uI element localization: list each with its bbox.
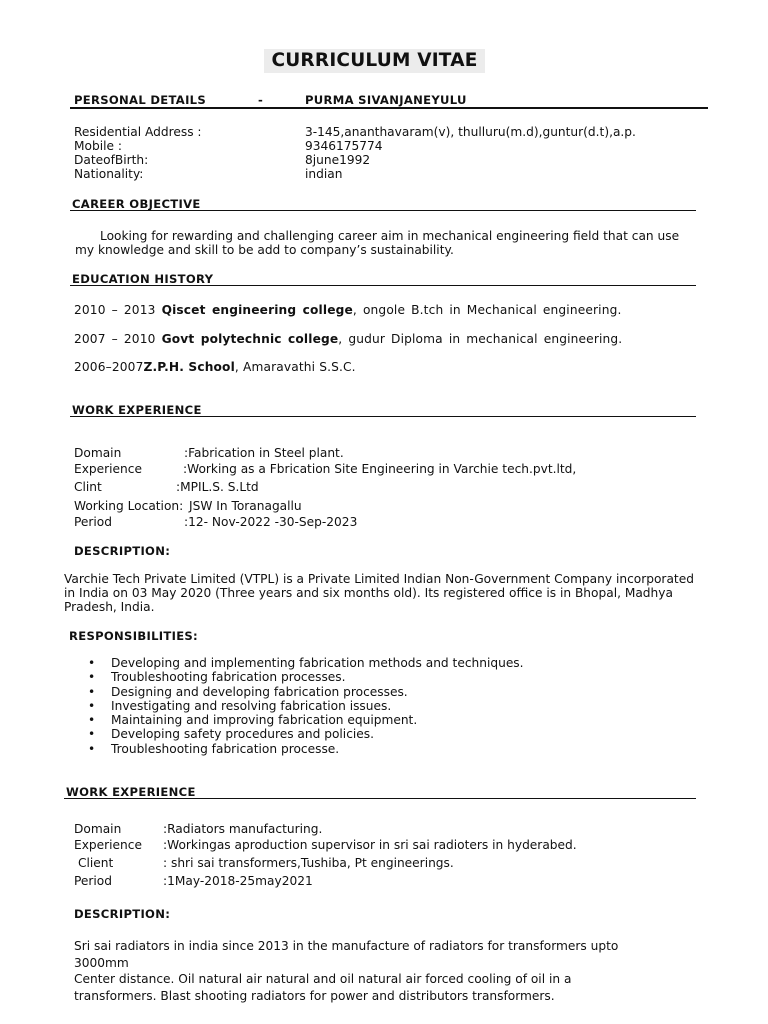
- page-title: CURRICULUM VITAE: [264, 49, 485, 73]
- period-label: Period: [74, 515, 113, 529]
- education-rule: [70, 285, 696, 286]
- domain-label: Domain: [74, 446, 122, 460]
- description-line: Sri sai radiators in india since 2013 in the manufacture of radiators for transformers upto: [74, 939, 619, 953]
- list-item-text: Troubleshooting fabrication processe.: [111, 741, 340, 756]
- work-experience-heading: WORK EXPERIENCE: [66, 785, 196, 799]
- list-item: [88, 727, 524, 741]
- client-label: Client: [78, 856, 114, 870]
- education-college: Qiscet engineering college: [161, 303, 353, 317]
- period-label: Period: [74, 874, 113, 888]
- career-objective-heading: CAREER OBJECTIVE: [72, 197, 201, 211]
- client-label: Clint: [74, 480, 102, 494]
- dob-label: DateofBirth:: [74, 153, 149, 167]
- bullet-icon: •: [88, 698, 96, 713]
- education-college: Govt polytechnic college: [161, 332, 339, 346]
- domain-value: :Radiators manufacturing.: [163, 822, 323, 836]
- nationality-label: Nationality:: [74, 167, 144, 181]
- bullet-icon: •: [88, 670, 96, 685]
- education-item: [74, 332, 622, 346]
- heading-dash: -: [258, 93, 264, 107]
- education-years: 2007 – 2010: [74, 332, 162, 346]
- list-item: [88, 699, 524, 713]
- personal-rule: [70, 107, 708, 109]
- experience-label: Experience: [74, 838, 142, 852]
- list-item: [88, 685, 524, 699]
- list-item: [88, 670, 524, 684]
- list-item-text: Developing safety procedures and policies.: [111, 727, 375, 742]
- description-line: Center distance. Oil natural air natural and oil natural air forced cooling of oil in a: [74, 972, 572, 986]
- education-item: [74, 303, 621, 317]
- experience-value: :Workingas aproduction supervisor in sri sai radioters in hyderabed.: [163, 838, 577, 852]
- education-details: , gudur Diploma in mechanical engineering.: [338, 332, 623, 346]
- education-details: , Amaravathi S.S.C.: [234, 360, 356, 374]
- work-experience-heading: WORK EXPERIENCE: [72, 403, 202, 417]
- working-location-value: JSW In Toranagallu: [189, 499, 302, 513]
- responsibilities-list: [88, 656, 524, 756]
- bullet-icon: •: [88, 656, 96, 670]
- bullet-icon: •: [88, 713, 96, 728]
- list-item: [88, 742, 524, 756]
- working-location-label: Working Location:: [74, 499, 184, 513]
- period-value: :12- Nov-2022 -30-Sep-2023: [184, 515, 358, 529]
- domain-label: Domain: [74, 822, 122, 836]
- bullet-icon: •: [88, 727, 96, 742]
- address-label: Residential Address :: [74, 125, 202, 139]
- description-heading: DESCRIPTION:: [74, 907, 171, 921]
- education-heading: EDUCATION HISTORY: [72, 272, 214, 286]
- list-item-text: Investigating and resolving fabrication issues.: [111, 698, 392, 713]
- mobile-value: 9346175774: [305, 139, 383, 153]
- education-details: , ongole B.tch in Mechanical engineering.: [352, 303, 622, 317]
- description-line: 3000mm: [74, 956, 129, 970]
- list-item: [88, 713, 524, 727]
- nationality-value: indian: [305, 167, 343, 181]
- career-rule: [70, 210, 696, 211]
- work-experience-rule: [70, 416, 696, 417]
- bullet-icon: •: [88, 741, 96, 756]
- address-value: 3-145,ananthavaram(v), thulluru(m.d),guntur(d.t),a.p.: [305, 125, 636, 139]
- description-heading: DESCRIPTION:: [74, 544, 171, 558]
- client-value: : shri sai transformers,Tushiba, Pt engineerings.: [163, 856, 454, 870]
- client-value: :MPIL.S. S.Ltd: [176, 480, 259, 494]
- list-item-text: Designing and developing fabrication processes.: [111, 684, 408, 699]
- dob-value: 8june1992: [305, 153, 371, 167]
- experience-label: Experience: [74, 462, 142, 476]
- candidate-name: PURMA SIVANJANEYULU: [305, 93, 467, 107]
- list-item: [88, 656, 524, 670]
- mobile-label: Mobile :: [74, 139, 122, 153]
- education-years: 2006–2007: [74, 360, 144, 374]
- period-value: :1May-2018-25may2021: [163, 874, 313, 888]
- experience-value: :Working as a Fbrication Site Engineering in Varchie tech.pvt.ltd,: [183, 462, 577, 476]
- work-experience-rule: [64, 798, 696, 799]
- education-item: [74, 360, 356, 374]
- domain-value: :Fabrication in Steel plant.: [184, 446, 344, 460]
- bullet-icon: •: [88, 684, 96, 699]
- list-item-text: Troubleshooting fabrication processes.: [111, 670, 346, 685]
- personal-details-heading: PERSONAL DETAILS: [74, 93, 207, 107]
- description-line: transformers. Blast shooting radiators for power and distributors transformers.: [74, 989, 555, 1003]
- list-item-text: Developing and implementing fabrication methods and techniques.: [111, 656, 524, 670]
- education-college: Z.P.H. School: [143, 360, 235, 374]
- career-objective-text: Looking for rewarding and challenging career aim in mechanical engineering field that can use my knowledge and skill to be add to company’s sustainability.: [75, 229, 680, 257]
- description-text: Varchie Tech Private Limited (VTPL) is a Private Limited Indian Non-Government Company incorporated in India on 03 May 2020 (Three years and six months old). Its registered office is in Bhopal, Madhya Pradesh, India.: [64, 572, 694, 614]
- education-years: 2010 – 2013: [74, 303, 162, 317]
- responsibilities-heading: RESPONSIBILITIES:: [69, 629, 198, 643]
- list-item-text: Maintaining and improving fabrication equipment.: [111, 713, 418, 728]
